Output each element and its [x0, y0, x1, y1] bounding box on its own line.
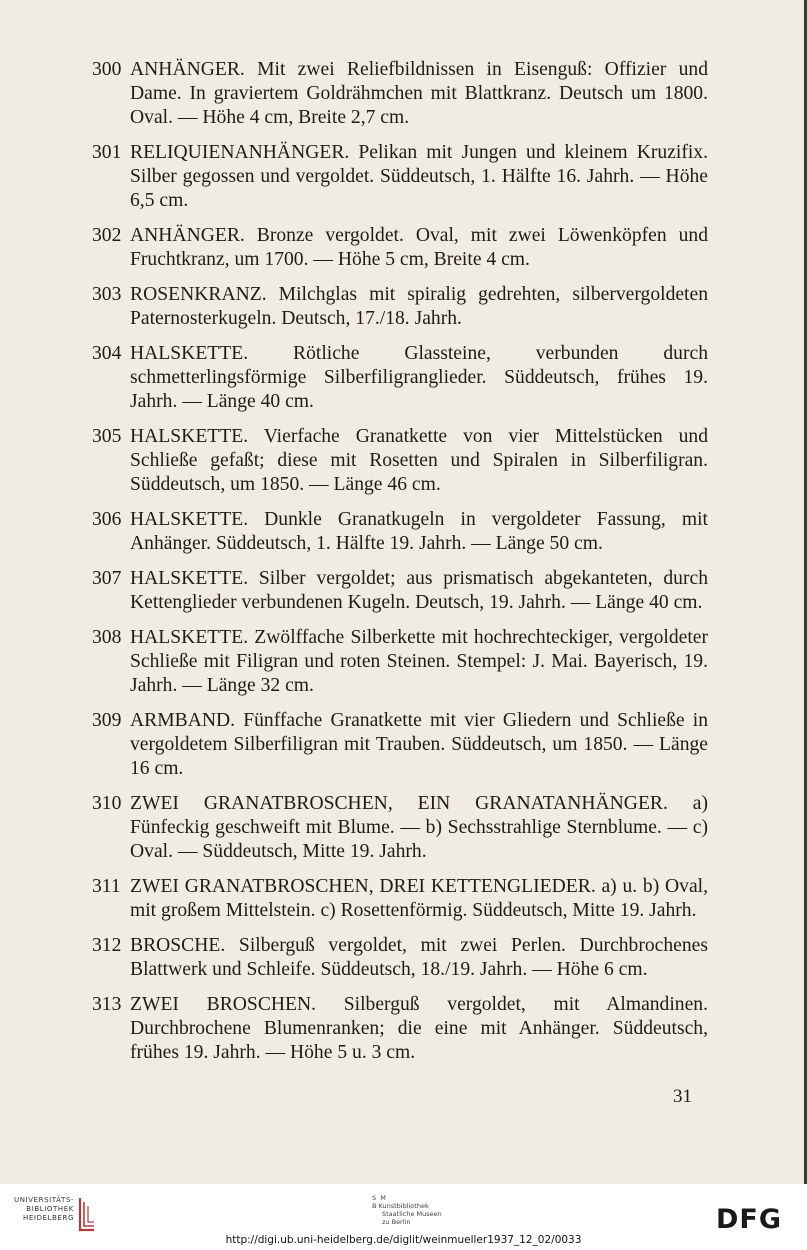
entry-number: 305 [92, 426, 122, 447]
entry-text: HALSKETTE. Zwölffache Silberkette mit hochrechteckiger, vergoldeter Schließe mit Filigran und roten Steinen. Stempel: J. Mai. Bayerisch, 19. Jahrh. — Länge 32 cm. [130, 627, 708, 696]
catalog-entry [92, 934, 708, 982]
entry-text: ANHÄNGER. Mit zwei Reliefbildnissen in Eisenguß: Offizier und Dame. In graviertem Goldrähmchen mit Blattkranz. Deutsch um 1800. Oval. — Höhe 4 cm, Breite 2,7 cm. [130, 59, 708, 128]
entry-text: ZWEI GRANATBROSCHEN, EIN GRANATANHÄNGER. a) Fünfeckig geschweift mit Blume. — b) Sechsstrahlige Sternblume. — c) Oval. — Süddeutsch, Mitte 19. Jahrh. [130, 793, 708, 862]
entry-number: 300 [92, 59, 122, 80]
entry-number: 313 [92, 994, 122, 1015]
entry-number: 301 [92, 142, 122, 163]
catalog-entry [92, 993, 708, 1065]
library-name[interactable] [12, 1196, 74, 1223]
entry-number: 306 [92, 509, 122, 530]
catalog-entries [92, 58, 708, 1076]
catalog-entry [92, 283, 708, 331]
library-name-line: BIBLIOTHEK [26, 1205, 74, 1213]
entry-text: ANHÄNGER. Bronze vergoldet. Oval, mit zwei Löwenköpfen und Fruchtkranz, um 1700. — Höhe 5 cm, Breite 4 cm. [130, 225, 708, 270]
entry-text: HALSKETTE. Silber vergoldet; aus prismatisch abgekanteten, durch Kettenglieder verbundenen Kugeln. Deutsch, 19. Jahrh. — Länge 40 cm. [130, 568, 708, 613]
catalog-entry [92, 792, 708, 864]
entry-number: 303 [92, 284, 122, 305]
footer-bar [0, 1184, 807, 1250]
source-url-link[interactable]: http://digi.ub.uni-heidelberg.de/diglit/weinmueller1937_12_02/0033 [225, 1234, 582, 1246]
entry-text: RELIQUIENANHÄNGER. Pelikan mit Jungen und kleinem Kruzifix. Silber gegossen und vergoldet. Süddeutsch, 1. Hälfte 16. Jahrh. — Höhe 6,5 cm. [130, 142, 708, 211]
entry-number: 311 [92, 876, 121, 897]
credit-line: B Kunstbibliothek [372, 1202, 429, 1210]
entry-number: 308 [92, 627, 122, 648]
catalog-entry [92, 626, 708, 698]
entry-text: HALSKETTE. Rötliche Glassteine, verbunden durch schmetterlingsförmige Silberfiligranglieder. Süddeutsch, frühes 19. Jahrh. — Länge 40 cm. [130, 343, 708, 412]
catalog-entry [92, 224, 708, 272]
entry-text: ARMBAND. Fünffache Granatkette mit vier Gliedern und Schließe in vergoldetem Silberfiligran mit Trauben. Süddeutsch, um 1850. — Länge 16 cm. [130, 710, 708, 779]
credit-line: S M [372, 1194, 387, 1202]
entry-text: HALSKETTE. Dunkle Granatkugeln in vergoldeter Fassung, mit Anhänger. Süddeutsch, 1. Hälfte 19. Jahrh. — Länge 50 cm. [130, 509, 708, 554]
entry-text: ZWEI GRANATBROSCHEN, DREI KETTENGLIEDER. a) u. b) Oval, mit großem Mittelstein. c) Rosettenförmig. Süddeutsch, Mitte 19. Jahrh. [130, 876, 708, 921]
entry-number: 309 [92, 710, 122, 731]
kunstbibliothek-credit [372, 1194, 492, 1226]
entry-text: ZWEI BROSCHEN. Silberguß vergoldet, mit Almandinen. Durchbrochene Blumenranken; die eine mit Anhänger. Süddeutsch, frühes 19. Jahrh. — Höhe 5 u. 3 cm. [130, 994, 708, 1063]
catalog-entry [92, 567, 708, 615]
entry-text: ROSENKRANZ. Milchglas mit spiralig gedrehten, silbervergoldeten Paternosterkugeln. Deutsch, 17./18. Jahrh. [130, 284, 708, 329]
catalog-entry [92, 342, 708, 414]
catalog-entry [92, 508, 708, 556]
library-name-line: HEIDELBERG [23, 1214, 74, 1222]
entry-number: 302 [92, 225, 122, 246]
library-logo-icon[interactable] [76, 1194, 98, 1234]
catalog-entry [92, 709, 708, 781]
dfg-logo[interactable]: DFG [716, 1204, 783, 1235]
credit-line: zu Berlin [382, 1218, 411, 1226]
entry-text: HALSKETTE. Vierfache Granatkette von vier Mittelstücken und Schließe gefaßt; diese mit Rosetten und Spiralen in Silberfiligran. Süddeutsch, um 1850. — Länge 46 cm. [130, 426, 708, 495]
catalog-entry [92, 875, 708, 923]
page-number: 31 [673, 1086, 692, 1107]
library-name-line: UNIVERSITÄTS- [13, 1196, 74, 1204]
entry-number: 312 [92, 935, 122, 956]
entry-number: 310 [92, 793, 122, 814]
entry-number: 304 [92, 343, 122, 364]
entry-text: BROSCHE. Silberguß vergoldet, mit zwei Perlen. Durchbrochenes Blattwerk und Schleife. Süddeutsch, 18./19. Jahrh. — Höhe 6 cm. [130, 935, 708, 980]
catalog-entry [92, 58, 708, 130]
credit-line: Staatliche Museen [382, 1210, 442, 1218]
catalog-entry [92, 425, 708, 497]
entry-number: 307 [92, 568, 122, 589]
catalog-entry [92, 141, 708, 213]
